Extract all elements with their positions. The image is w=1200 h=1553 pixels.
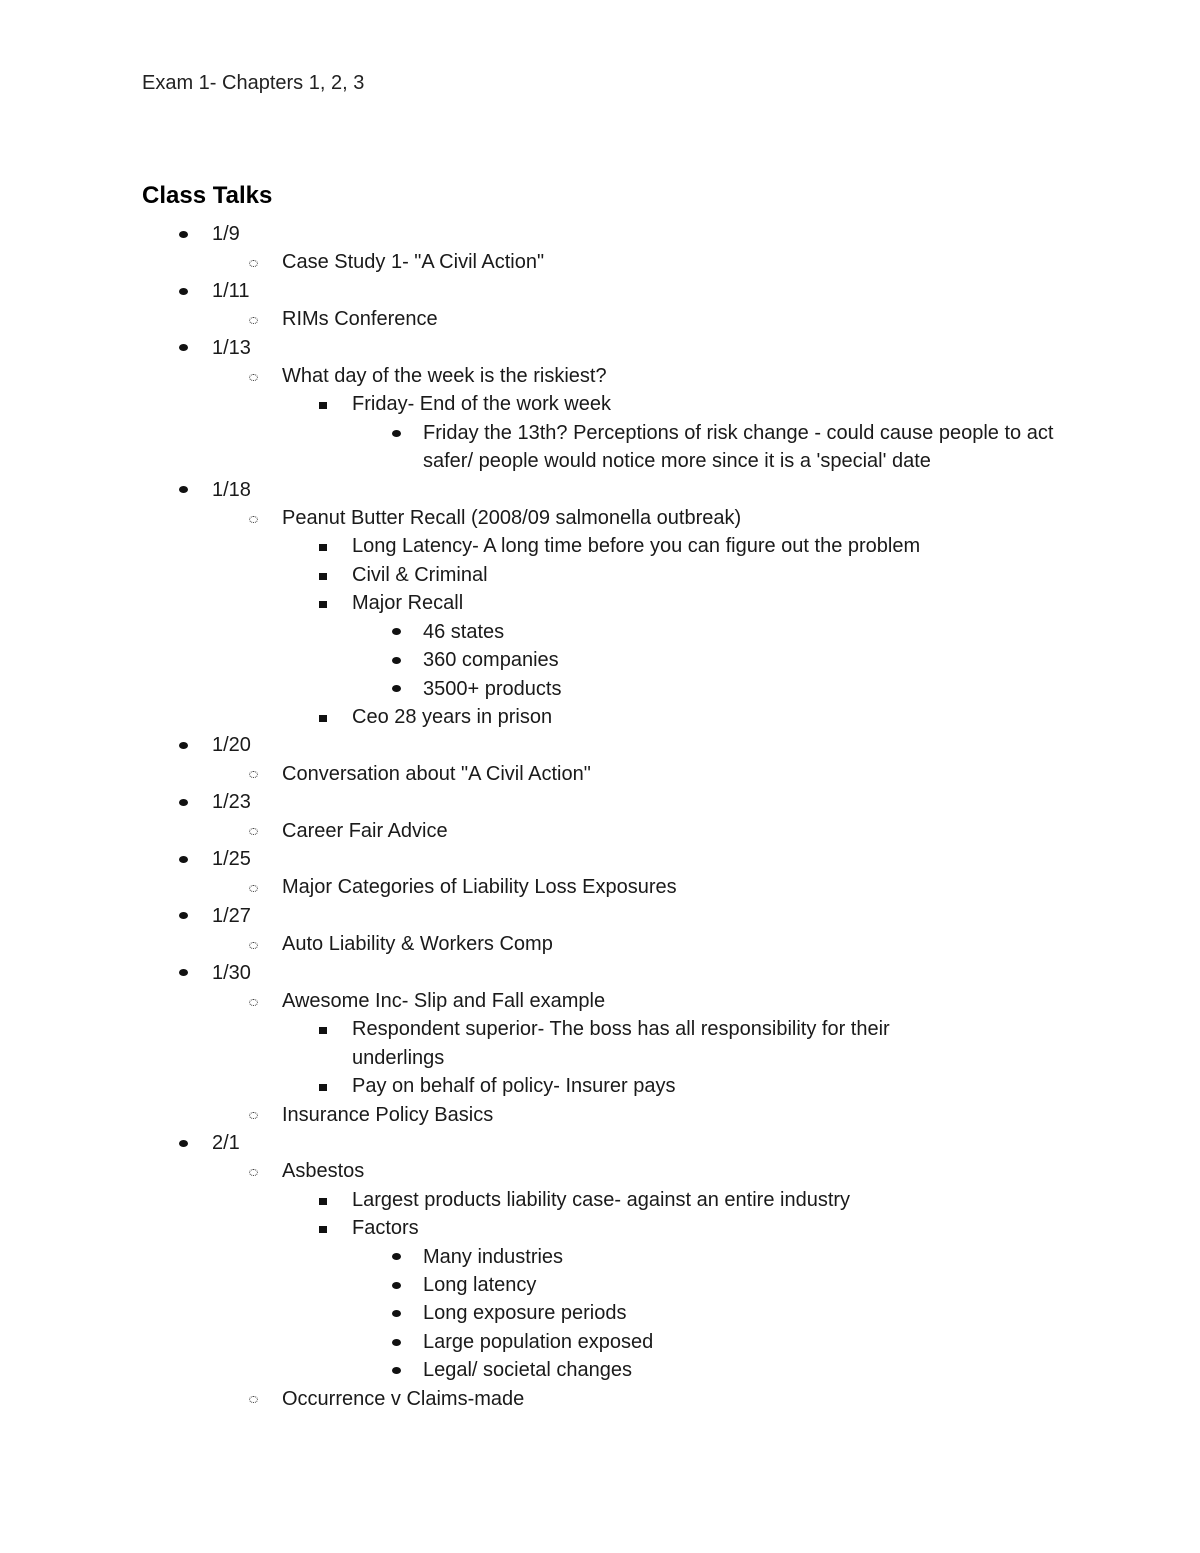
disc-bullet-icon <box>389 1328 403 1356</box>
disc-bullet-icon <box>389 1271 403 1299</box>
outline-item-level-1 <box>0 845 1200 873</box>
outline-item-text: 1/18 <box>212 478 251 501</box>
disc-bullet-icon <box>176 731 190 759</box>
outline-item-level-2 <box>0 362 1200 390</box>
disc-bullet-icon <box>389 646 403 674</box>
outline-item-level-4 <box>0 1328 1200 1356</box>
outline-item-text: Conversation about "A Civil Action" <box>282 762 591 785</box>
outline-item-level-1 <box>0 959 1200 987</box>
outline-item-text: 1/23 <box>212 791 251 814</box>
outline-item-level-3 <box>0 1186 1200 1214</box>
outline-item-level-3 <box>0 589 1200 617</box>
outline-item-text: 1/27 <box>212 904 251 927</box>
square-bullet-icon <box>316 703 330 731</box>
outline-item-text: Largest products liability case- against an entire industry <box>352 1188 851 1211</box>
disc-bullet-icon <box>176 902 190 930</box>
outline-item-text: Occurrence v Claims-made <box>282 1387 525 1410</box>
outline-item-level-2 <box>0 817 1200 845</box>
circle-bullet-icon <box>246 248 260 276</box>
disc-bullet-icon <box>389 419 403 447</box>
square-bullet-icon <box>316 1186 330 1214</box>
outline-item-text: Large population exposed <box>423 1330 654 1353</box>
outline-item-level-1 <box>0 731 1200 759</box>
circle-bullet-icon <box>246 873 260 901</box>
outline-item-level-3 <box>0 703 1200 731</box>
outline-item-text: Major Recall <box>352 592 464 615</box>
disc-bullet-icon <box>176 334 190 362</box>
outline-item-text: Awesome Inc- Slip and Fall example <box>282 989 606 1012</box>
outline-item-level-2 <box>0 248 1200 276</box>
outline-item-level-3 <box>0 561 1200 589</box>
outline-item-text: Respondent superior- The boss has all responsibility for their underlings <box>352 1018 890 1069</box>
outline-item-level-1 <box>0 1129 1200 1157</box>
circle-bullet-icon <box>246 760 260 788</box>
circle-bullet-icon <box>246 1101 260 1129</box>
outline-item-level-2 <box>0 930 1200 958</box>
outline-item-text: Asbestos <box>282 1160 365 1183</box>
outline-item-level-3 <box>0 1214 1200 1242</box>
outline-item-text: Case Study 1- "A Civil Action" <box>282 251 545 274</box>
outline-item-text: 3500+ products <box>423 677 562 700</box>
outline-item-level-2 <box>0 987 1200 1015</box>
outline-item-level-4 <box>0 1243 1200 1271</box>
outline-item-text: Factors <box>352 1217 419 1240</box>
outline-item-level-2 <box>0 873 1200 901</box>
outline-item-text: RIMs Conference <box>282 308 438 331</box>
square-bullet-icon <box>316 1015 330 1043</box>
outline-item-level-3 <box>0 390 1200 418</box>
outline-item-level-1 <box>0 788 1200 816</box>
section-heading: Class Talks <box>142 182 273 209</box>
square-bullet-icon <box>316 390 330 418</box>
outline-item-level-2 <box>0 1101 1200 1129</box>
disc-bullet-icon <box>389 675 403 703</box>
circle-bullet-icon <box>246 930 260 958</box>
outline-item-text: 1/11 <box>212 279 250 302</box>
outline-item-level-2 <box>0 1157 1200 1185</box>
disc-bullet-icon <box>176 476 190 504</box>
outline-item-text: Ceo 28 years in prison <box>352 705 553 728</box>
disc-bullet-icon <box>176 277 190 305</box>
circle-bullet-icon <box>246 817 260 845</box>
outline-item-level-3 <box>0 532 1200 560</box>
disc-bullet-icon <box>176 220 190 248</box>
outline-item-text: 1/25 <box>212 847 251 870</box>
outline-item-text: 360 companies <box>423 649 559 672</box>
outline-item-level-1 <box>0 902 1200 930</box>
disc-bullet-icon <box>389 1243 403 1271</box>
outline-item-text: 2/1 <box>212 1132 240 1154</box>
outline-item-text: What day of the week is the riskiest? <box>282 365 607 388</box>
disc-bullet-icon <box>176 1129 190 1157</box>
circle-bullet-icon <box>246 504 260 532</box>
disc-bullet-icon <box>176 845 190 873</box>
disc-bullet-icon <box>389 618 403 646</box>
outline-item-level-1 <box>0 277 1200 305</box>
outline-item-level-3 <box>0 1015 982 1072</box>
outline-item-text: 1/20 <box>212 734 251 757</box>
outline-item-level-2 <box>0 504 1200 532</box>
outline-item-level-1 <box>0 476 1200 504</box>
circle-bullet-icon <box>246 305 260 333</box>
square-bullet-icon <box>316 532 330 560</box>
outline-item-level-2 <box>0 1385 1200 1413</box>
outline-item-text: Long Latency- A long time before you can figure out the problem <box>352 535 921 558</box>
outline-item-text: Long exposure periods <box>423 1302 627 1325</box>
outline-item-text: Pay on behalf of policy- Insurer pays <box>352 1075 676 1098</box>
outline-item-level-4 <box>0 1299 1200 1327</box>
outline-item-level-2 <box>0 760 1200 788</box>
circle-bullet-icon <box>246 362 260 390</box>
outline-item-text: Friday the 13th? Perceptions of risk change - could cause people to act safer/ people would notice more since it is a 'special' date <box>423 421 1054 473</box>
circle-bullet-icon <box>246 1157 260 1185</box>
circle-bullet-icon <box>246 987 260 1015</box>
outline-item-level-4 <box>0 419 1063 476</box>
outline-item-text: 46 states <box>423 620 505 643</box>
outline-item-text: Friday- End of the work week <box>352 393 611 416</box>
outline-item-text: 1/13 <box>212 336 251 359</box>
outline-item-text: Insurance Policy Basics <box>282 1103 494 1126</box>
square-bullet-icon <box>316 589 330 617</box>
square-bullet-icon <box>316 561 330 589</box>
outline-item-text: 1/9 <box>212 223 240 245</box>
disc-bullet-icon <box>389 1356 403 1384</box>
outline-item-text: Long latency <box>423 1274 537 1297</box>
outline-item-text: Auto Liability & Workers Comp <box>282 933 553 956</box>
square-bullet-icon <box>316 1214 330 1242</box>
outline-item-level-4 <box>0 1271 1200 1299</box>
class-talks-outline <box>0 220 1200 1413</box>
outline-item-text: Peanut Butter Recall (2008/09 salmonella outbreak) <box>282 507 742 530</box>
document-title: Exam 1- Chapters 1, 2, 3 <box>142 72 365 94</box>
outline-item-text: Many industries <box>423 1245 564 1268</box>
outline-item-text: Major Categories of Liability Loss Exposures <box>282 876 677 899</box>
outline-item-level-4 <box>0 618 1200 646</box>
disc-bullet-icon <box>176 959 190 987</box>
outline-item-level-4 <box>0 675 1200 703</box>
outline-item-level-4 <box>0 646 1200 674</box>
outline-item-text: Career Fair Advice <box>282 819 448 842</box>
outline-item-text: Civil & Criminal <box>352 563 488 586</box>
square-bullet-icon <box>316 1072 330 1100</box>
disc-bullet-icon <box>176 788 190 816</box>
outline-item-level-2 <box>0 305 1200 333</box>
circle-bullet-icon <box>246 1385 260 1413</box>
disc-bullet-icon <box>389 1299 403 1327</box>
outline-item-level-1 <box>0 220 1200 248</box>
outline-item-text: 1/30 <box>212 961 251 984</box>
outline-item-level-1 <box>0 334 1200 362</box>
outline-item-level-4 <box>0 1356 1200 1384</box>
outline-item-text: Legal/ societal changes <box>423 1359 633 1382</box>
outline-item-level-3 <box>0 1072 1200 1100</box>
